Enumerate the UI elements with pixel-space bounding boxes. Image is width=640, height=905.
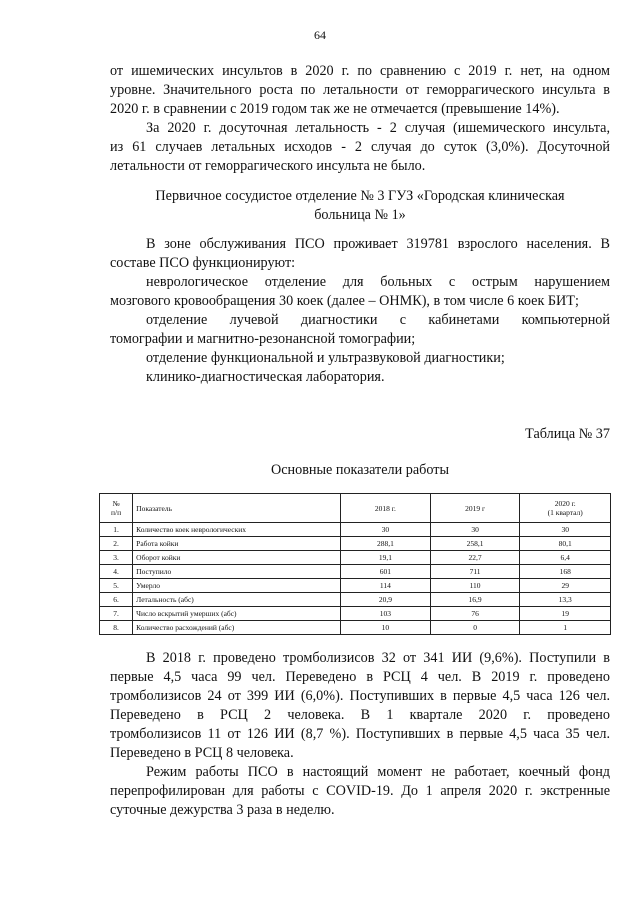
- cell-indicator: Оборот койки: [133, 551, 341, 565]
- text-line: летальности от геморрагического инсульта не было.: [110, 158, 426, 174]
- paragraph-intro: [110, 62, 610, 119]
- text-line: из 61 случаев летальных исходов - 2 случая до суток (3,0%). Досуточной: [110, 139, 610, 155]
- cell-2020: 6,4: [520, 551, 611, 565]
- heading-line: больница № 1»: [314, 207, 406, 223]
- text-line: тромболизисов 11 от 126 ИИ (8,7 %). Поступивших в первые 4,5 часа 35 чел.: [110, 726, 610, 742]
- list-item: клинико-диагностическая лаборатория.: [146, 369, 385, 385]
- text-line: В 2018 г. проведено тромболизисов 32 от 341 ИИ (9,6%). Поступили в: [146, 650, 610, 666]
- cell-indicator: Количество расхождений (абс): [133, 621, 341, 635]
- cell-2019: 0: [430, 621, 520, 635]
- header-2019: 2019 г: [430, 494, 520, 523]
- cell-2019: 76: [430, 607, 520, 621]
- cell-2018: 19,1: [341, 551, 431, 565]
- text-line: суточные дежурства 3 раза в неделю.: [110, 802, 335, 818]
- cell-2020: 1: [520, 621, 611, 635]
- header-indicator: Показатель: [133, 494, 341, 523]
- header-num: № п/п: [100, 494, 133, 523]
- cell-num: 3.: [100, 551, 133, 565]
- cell-indicator: Работа койки: [133, 537, 341, 551]
- text-line: В зоне обслуживания ПСО проживает 319781 взрослого населения. В: [146, 236, 610, 252]
- table-row: [100, 593, 611, 607]
- cell-2018: 114: [341, 579, 431, 593]
- cell-indicator: Количество коек неврологических: [133, 523, 341, 537]
- section-heading: [110, 187, 610, 225]
- list-item: отделение лучевой диагностики с кабинетами компьютерной: [146, 312, 610, 328]
- cell-2020: 13,3: [520, 593, 611, 607]
- cell-2019: 110: [430, 579, 520, 593]
- list-item: отделение функциональной и ультразвуковой диагностики;: [146, 350, 505, 366]
- text-line: первые 4,5 часа 99 чел. Переведено в РСЦ 4 чел. В 2019 г. проведено: [110, 669, 610, 685]
- table-row: [100, 565, 611, 579]
- table-row: [100, 523, 611, 537]
- paragraph-mortality: [110, 119, 610, 176]
- cell-2020: 29: [520, 579, 611, 593]
- cell-num: 2.: [100, 537, 133, 551]
- cell-indicator: Поступило: [133, 565, 341, 579]
- cell-2020: 80,1: [520, 537, 611, 551]
- paragraph-operating-mode: [110, 763, 610, 820]
- heading-line: Первичное сосудистое отделение № 3 ГУЗ «Городская клиническая: [155, 188, 565, 204]
- text-line: тромболизисов 24 от 399 ИИ (6,0%). Поступивших в первые 4,5 часа 126 чел.: [110, 688, 610, 704]
- text-line: 2020 г. в сравнении с 2019 годом так же не отмечается (превышение 14%).: [110, 101, 560, 117]
- cell-indicator: Умерло: [133, 579, 341, 593]
- cell-2018: 10: [341, 621, 431, 635]
- text-line: составе ПСО функционируют:: [110, 255, 296, 271]
- cell-2019: 258,1: [430, 537, 520, 551]
- cell-2019: 22,7: [430, 551, 520, 565]
- table-label: Таблица № 37: [525, 426, 610, 442]
- cell-2020: 19: [520, 607, 611, 621]
- list-item: томографии и магнитно-резонансной томографии;: [110, 331, 416, 347]
- table-header-row: [100, 494, 611, 523]
- cell-2019: 711: [430, 565, 520, 579]
- cell-indicator: Летальность (абс): [133, 593, 341, 607]
- text-line: Переведено в РСЦ 8 человека.: [110, 745, 294, 761]
- paragraph-thrombolysis: [110, 649, 610, 763]
- list-item: неврологическое отделение для больных с острым нарушением: [146, 274, 610, 290]
- cell-2018: 30: [341, 523, 431, 537]
- cell-num: 1.: [100, 523, 133, 537]
- indicators-table: [99, 493, 611, 635]
- text-line: За 2020 г. досуточная летальность - 2 случая (ишемического инсульта,: [146, 120, 610, 136]
- text-line: Переведено в РСЦ 2 человека. В 1 квартале 2020 г. проведено: [110, 707, 610, 723]
- header-2018: 2018 г.: [341, 494, 431, 523]
- cell-num: 6.: [100, 593, 133, 607]
- cell-2019: 30: [430, 523, 520, 537]
- cell-2018: 288,1: [341, 537, 431, 551]
- table-title: Основные показатели работы: [270, 462, 450, 478]
- table-row: [100, 551, 611, 565]
- cell-num: 7.: [100, 607, 133, 621]
- table-row: [100, 579, 611, 593]
- departments-list: [110, 273, 610, 387]
- text-line: от ишемических инсультов в 2020 г. по сравнению с 2019 г. нет, на одном: [110, 63, 610, 79]
- table-row: [100, 621, 611, 635]
- text-line: перепрофилирован для работы с COVID-19. До 1 апреля 2020 г. экстренные: [110, 783, 610, 799]
- table-row: [100, 537, 611, 551]
- table-row: [100, 607, 611, 621]
- cell-num: 5.: [100, 579, 133, 593]
- text-line: уровне. Значительного роста по летальности от геморрагического инсульта в: [110, 82, 610, 98]
- cell-2019: 16,9: [430, 593, 520, 607]
- text-line: Режим работы ПСО в настоящий момент не работает, коечный фонд: [146, 764, 610, 780]
- cell-2020: 30: [520, 523, 611, 537]
- page-number: 64: [314, 28, 326, 42]
- cell-indicator: Число вскрытий умерших (абс): [133, 607, 341, 621]
- cell-num: 4.: [100, 565, 133, 579]
- cell-2018: 601: [341, 565, 431, 579]
- header-2020: 2020 г. (1 квартал): [520, 494, 611, 523]
- cell-2018: 103: [341, 607, 431, 621]
- cell-2018: 20,9: [341, 593, 431, 607]
- cell-2020: 168: [520, 565, 611, 579]
- list-item: мозгового кровообращения 30 коек (далее – ОНМК), в том числе 6 коек БИТ;: [110, 293, 579, 309]
- paragraph-service-area: [110, 235, 610, 273]
- cell-num: 8.: [100, 621, 133, 635]
